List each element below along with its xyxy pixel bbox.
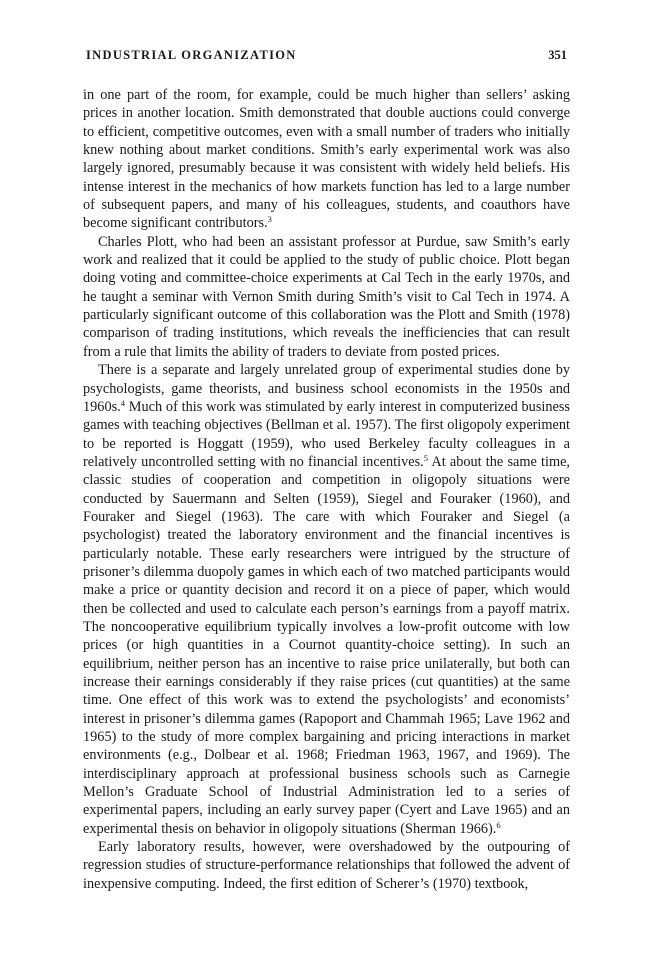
footnote-marker: 3 <box>267 214 272 225</box>
body-text <box>83 86 570 893</box>
paragraph-text: Charles Plott, who had been an assistant professor at Purdue, saw Smith’s early work and realized that it could be applied to the study of public choice. Plott began doing voting and committee-choice experiments at Cal Tech in the early 1970s, and he taught a seminar with Vernon Smith during Smith’s visit to Cal Tech in 1974. A particularly significant outcome of this collaboration was the Plott and Smith (1978) comparison of trading institutions, which reveals the inefficiencies that can result from a rule that limits the ability of traders to deviate from posted prices. <box>83 233 570 360</box>
footnote-marker: 5 <box>423 452 428 463</box>
paragraph-text: There is a separate and largely unrelated group of experimental studies done by psychologists, game theorists, and business school economists in the 1950s and 1960s. <box>83 362 570 415</box>
running-head: INDUSTRIAL ORGANIZATION <box>86 48 297 62</box>
page-header <box>86 48 567 66</box>
paragraph-1 <box>83 86 570 233</box>
paragraph-3 <box>83 361 570 838</box>
footnote-marker: 6 <box>496 819 501 830</box>
page-number: 351 <box>548 48 567 62</box>
paragraph-text: in one part of the room, for example, could be much higher than sellers’ asking prices in another location. Smith demonstrated that double auctions could converge to efficient, competitive outcomes, even with a small number of traders who initially knew nothing about market conditions. Smith’s early experimental work was also largely ignored, presumably because it was consistent with widely held beliefs. His intense interest in the mechanics of how markets function has led to a large number of subsequent papers, and many of his colleagues, students, and coauthors have become significant contributors. <box>83 87 570 232</box>
paragraph-text: Early laboratory results, however, were overshadowed by the outpouring of regression studies of structure-performance relationships that followed the advent of inexpensive computing. Indeed, the first edition of Scherer’s (1970) textbook, <box>83 839 570 892</box>
footnote-marker: 4 <box>120 397 125 408</box>
paragraph-4 <box>83 838 570 893</box>
paragraph-text: Much of this work was stimulated by early interest in computerized business games with teaching objectives (Bellman et al. 1957). The first oligopoly experiment to be reported is Hoggatt (1959), who used Berkeley faculty colleagues in a relatively uncontrolled setting with no financial incentives. <box>83 398 570 470</box>
paragraph-text: At about the same time, classic studies of cooperation and competition in oligopoly situations were conducted by Sauermann and Selten (1959), Siegel and Fouraker (1960), and Fouraker and Siegel (1963). The care with which Fouraker and Siegel (a psychologist) treated the laboratory environment and the financial incentives is particularly notable. These early researchers were intrigued by the structure of prisoner’s dilemma duopoly games in which each of two matched participants would make a price or quantity decision and record it on a piece of paper, which would then be collected and used to calculate each person’s earnings from a payoff matrix. The noncooperative equilibrium typically involves a low-profit outcome with low prices (or high quantities in a Cournot quantity-choice setting). In such an equilibrium, neither person has an incentive to raise price unilaterally, but both can increase their earnings considerably if they raise prices (cut quantities) at the same time. One effect of this work was to extend the psychologists’ and economists’ interest in prisoner’s dilemma games (Rapoport and Chammah 1965; Lave 1962 and 1965) to the study of more complex bargaining and pricing interactions in market environments (e.g., Dolbear et al. 1968; Friedman 1963, 1967, and 1969). The interdisciplinary approach at professional business schools such as Carnegie Mellon’s Graduate School of Industrial Administration led to a series of experimental papers, including an early survey paper (Cyert and Lave 1965) and an experimental thesis on behavior in oligopoly situations (Sherman 1966). <box>83 453 570 837</box>
paragraph-2 <box>83 233 570 361</box>
